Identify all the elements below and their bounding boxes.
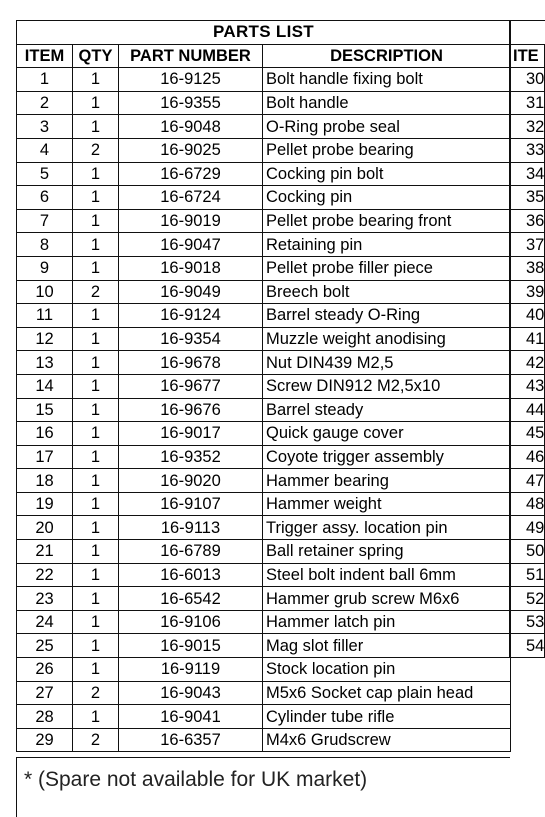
- cell-item: 44: [510, 398, 545, 422]
- cell-item: 51: [510, 563, 545, 587]
- table-row: [17, 68, 511, 92]
- cell-part-number: 16-9025: [119, 138, 263, 162]
- table-row: [17, 469, 511, 493]
- cell-item: 54: [510, 634, 545, 658]
- cell-item: 16: [17, 422, 73, 446]
- header-part-number: PART NUMBER: [119, 44, 263, 68]
- parts-list-table: [16, 20, 511, 752]
- cell-qty: 1: [73, 374, 119, 398]
- table-row: [510, 115, 545, 139]
- cell-item: 6: [17, 186, 73, 210]
- cell-part-number: 16-6789: [119, 540, 263, 564]
- cell-qty: 2: [73, 280, 119, 304]
- cell-item: 32: [510, 115, 545, 139]
- header-qty: QTY: [73, 44, 119, 68]
- cell-item: 53: [510, 610, 545, 634]
- table-row: [510, 209, 545, 233]
- cell-part-number: 16-9125: [119, 68, 263, 92]
- cell-item: 29: [17, 728, 73, 752]
- table-row: [17, 634, 511, 658]
- table-row: [510, 516, 545, 540]
- cell-part-number: 16-9119: [119, 658, 263, 682]
- cell-item: 7: [17, 209, 73, 233]
- cell-qty: 1: [73, 233, 119, 257]
- cell-qty: 1: [73, 422, 119, 446]
- cell-item: 40: [510, 304, 545, 328]
- cell-item: 50: [510, 540, 545, 564]
- cell-part-number: 16-9678: [119, 351, 263, 375]
- table-row: [17, 374, 511, 398]
- cell-description: Mag slot filler: [263, 634, 511, 658]
- table-row: [17, 705, 511, 729]
- table-row: [510, 280, 545, 304]
- cell-part-number: 16-6542: [119, 587, 263, 611]
- table-row: [510, 91, 545, 115]
- table-row: [17, 398, 511, 422]
- cell-qty: 1: [73, 658, 119, 682]
- table-row: [510, 422, 545, 446]
- cell-description: Stock location pin: [263, 658, 511, 682]
- cell-item: 52: [510, 587, 545, 611]
- cell-qty: 2: [73, 681, 119, 705]
- cell-description: Pellet probe filler piece: [263, 256, 511, 280]
- cell-qty: 1: [73, 256, 119, 280]
- cell-part-number: 16-9015: [119, 634, 263, 658]
- cell-qty: 1: [73, 115, 119, 139]
- table-row: [17, 492, 511, 516]
- cell-description: Trigger assy. location pin: [263, 516, 511, 540]
- cell-description: Coyote trigger assembly: [263, 445, 511, 469]
- table-row: [17, 91, 511, 115]
- table-row: [510, 540, 545, 564]
- cell-item: 25: [17, 634, 73, 658]
- cell-qty: 1: [73, 351, 119, 375]
- footnote-divider: [16, 757, 510, 758]
- cell-item: 37: [510, 233, 545, 257]
- cell-item: 19: [17, 492, 73, 516]
- cell-part-number: 16-9049: [119, 280, 263, 304]
- cell-description: Cocking pin bolt: [263, 162, 511, 186]
- cell-part-number: 16-9019: [119, 209, 263, 233]
- continued-title-cell: [510, 21, 545, 45]
- parts-list-table-continued: [509, 20, 545, 658]
- cell-part-number: 16-9043: [119, 681, 263, 705]
- cell-item: 17: [17, 445, 73, 469]
- cell-part-number: 16-9047: [119, 233, 263, 257]
- cell-description: Bolt handle: [263, 91, 511, 115]
- table-row: [510, 469, 545, 493]
- cell-item: 11: [17, 304, 73, 328]
- cell-qty: 1: [73, 516, 119, 540]
- table-row: [17, 162, 511, 186]
- cell-item: 24: [17, 610, 73, 634]
- cell-qty: 1: [73, 563, 119, 587]
- cell-item: 27: [17, 681, 73, 705]
- table-row: [17, 658, 511, 682]
- cell-item: 15: [17, 398, 73, 422]
- cell-item: 38: [510, 256, 545, 280]
- table-row: [17, 587, 511, 611]
- cell-qty: 1: [73, 162, 119, 186]
- cell-qty: 1: [73, 327, 119, 351]
- cell-description: Cylinder tube rifle: [263, 705, 511, 729]
- cell-item: 10: [17, 280, 73, 304]
- table-row: [510, 162, 545, 186]
- continued-body: [510, 68, 545, 658]
- cell-item: 43: [510, 374, 545, 398]
- cell-item: 45: [510, 422, 545, 446]
- table-row: [17, 516, 511, 540]
- table-row: [17, 563, 511, 587]
- cell-description: M5x6 Socket cap plain head: [263, 681, 511, 705]
- header-item: ITEM: [17, 44, 73, 68]
- cell-part-number: 16-6724: [119, 186, 263, 210]
- cell-part-number: 16-6357: [119, 728, 263, 752]
- cell-description: Screw DIN912 M2,5x10: [263, 374, 511, 398]
- table-row: [17, 327, 511, 351]
- table-row: [510, 445, 545, 469]
- cell-description: Barrel steady O-Ring: [263, 304, 511, 328]
- table-row: [510, 327, 545, 351]
- cell-description: Nut DIN439 M2,5: [263, 351, 511, 375]
- table-row: [510, 492, 545, 516]
- table-row: [510, 587, 545, 611]
- table-row: [510, 610, 545, 634]
- cell-part-number: 16-9113: [119, 516, 263, 540]
- cell-description: O-Ring probe seal: [263, 115, 511, 139]
- table-row: [17, 280, 511, 304]
- cell-description: Steel bolt indent ball 6mm: [263, 563, 511, 587]
- cell-item: 13: [17, 351, 73, 375]
- cell-description: Pellet probe bearing: [263, 138, 511, 162]
- cell-description: Hammer latch pin: [263, 610, 511, 634]
- cell-item: 28: [17, 705, 73, 729]
- table-row: [510, 634, 545, 658]
- cell-part-number: 16-9048: [119, 115, 263, 139]
- cell-item: 35: [510, 186, 545, 210]
- parts-list-title: PARTS LIST: [17, 21, 511, 45]
- cell-item: 20: [17, 516, 73, 540]
- table-row: [510, 186, 545, 210]
- cell-part-number: 16-9106: [119, 610, 263, 634]
- footnote-text: * (Spare not available for UK market): [24, 768, 368, 791]
- table-row: [17, 728, 511, 752]
- cell-qty: 1: [73, 304, 119, 328]
- table-row: [17, 233, 511, 257]
- parts-list-header-row: [17, 44, 511, 68]
- cell-qty: 1: [73, 610, 119, 634]
- table-row: [17, 138, 511, 162]
- header-description: DESCRIPTION: [263, 44, 511, 68]
- table-row: [510, 304, 545, 328]
- cell-part-number: 16-9017: [119, 422, 263, 446]
- cell-item: 2: [17, 91, 73, 115]
- cell-item: 26: [17, 658, 73, 682]
- table-row: [17, 422, 511, 446]
- cell-item: 8: [17, 233, 73, 257]
- table-row: [17, 681, 511, 705]
- cell-description: Hammer weight: [263, 492, 511, 516]
- cell-item: 9: [17, 256, 73, 280]
- cell-description: Bolt handle fixing bolt: [263, 68, 511, 92]
- cell-item: 22: [17, 563, 73, 587]
- cell-item: 46: [510, 445, 545, 469]
- cell-part-number: 16-9355: [119, 91, 263, 115]
- footnote-left-border: [16, 757, 17, 817]
- cell-item: 49: [510, 516, 545, 540]
- parts-list-title-row: [17, 21, 511, 45]
- cell-description: Ball retainer spring: [263, 540, 511, 564]
- cell-qty: 1: [73, 209, 119, 233]
- cell-qty: 1: [73, 587, 119, 611]
- cell-part-number: 16-9677: [119, 374, 263, 398]
- table-row: [17, 304, 511, 328]
- cell-qty: 1: [73, 634, 119, 658]
- cell-qty: 1: [73, 540, 119, 564]
- cell-item: 47: [510, 469, 545, 493]
- cell-item: 33: [510, 138, 545, 162]
- cell-item: 31: [510, 91, 545, 115]
- table-row: [17, 209, 511, 233]
- cell-description: Quick gauge cover: [263, 422, 511, 446]
- cell-description: Hammer bearing: [263, 469, 511, 493]
- cell-item: 21: [17, 540, 73, 564]
- cell-description: Pellet probe bearing front: [263, 209, 511, 233]
- cell-part-number: 16-9041: [119, 705, 263, 729]
- cell-description: Retaining pin: [263, 233, 511, 257]
- table-row: [510, 138, 545, 162]
- table-row: [17, 445, 511, 469]
- cell-item: 1: [17, 68, 73, 92]
- cell-item: 12: [17, 327, 73, 351]
- cell-part-number: 16-9018: [119, 256, 263, 280]
- cell-qty: 1: [73, 492, 119, 516]
- table-row: [510, 398, 545, 422]
- cell-part-number: 16-9352: [119, 445, 263, 469]
- cell-qty: 1: [73, 91, 119, 115]
- table-row: [510, 233, 545, 257]
- cell-qty: 2: [73, 138, 119, 162]
- table-row: [17, 186, 511, 210]
- cell-item: 36: [510, 209, 545, 233]
- cell-part-number: 16-6729: [119, 162, 263, 186]
- cell-part-number: 16-6013: [119, 563, 263, 587]
- table-row: [17, 610, 511, 634]
- table-row: [17, 351, 511, 375]
- continued-header-item: ITE: [510, 44, 545, 68]
- cell-description: Hammer grub screw M6x6: [263, 587, 511, 611]
- cell-description: M4x6 Grudscrew: [263, 728, 511, 752]
- table-row: [510, 563, 545, 587]
- cell-qty: 1: [73, 469, 119, 493]
- parts-list-body: [17, 68, 511, 752]
- table-row: [510, 351, 545, 375]
- cell-item: 5: [17, 162, 73, 186]
- table-row: [510, 256, 545, 280]
- cell-qty: 2: [73, 728, 119, 752]
- cell-part-number: 16-9124: [119, 304, 263, 328]
- cell-item: 39: [510, 280, 545, 304]
- cell-qty: 1: [73, 705, 119, 729]
- cell-item: 42: [510, 351, 545, 375]
- cell-item: 14: [17, 374, 73, 398]
- cell-part-number: 16-9676: [119, 398, 263, 422]
- table-row: [510, 68, 545, 92]
- cell-item: 41: [510, 327, 545, 351]
- cell-part-number: 16-9354: [119, 327, 263, 351]
- cell-description: Muzzle weight anodising: [263, 327, 511, 351]
- cell-qty: 1: [73, 445, 119, 469]
- table-row: [17, 256, 511, 280]
- cell-part-number: 16-9020: [119, 469, 263, 493]
- continued-header-row: [510, 44, 545, 68]
- cell-qty: 1: [73, 398, 119, 422]
- cell-item: 18: [17, 469, 73, 493]
- cell-item: 4: [17, 138, 73, 162]
- cell-item: 34: [510, 162, 545, 186]
- table-row: [17, 540, 511, 564]
- cell-item: 23: [17, 587, 73, 611]
- table-row: [510, 374, 545, 398]
- cell-description: Barrel steady: [263, 398, 511, 422]
- cell-item: 30: [510, 68, 545, 92]
- table-row: [17, 115, 511, 139]
- cell-item: 48: [510, 492, 545, 516]
- cell-description: Cocking pin: [263, 186, 511, 210]
- cell-qty: 1: [73, 186, 119, 210]
- cell-part-number: 16-9107: [119, 492, 263, 516]
- cell-description: Breech bolt: [263, 280, 511, 304]
- cell-qty: 1: [73, 68, 119, 92]
- continued-title-row: [510, 21, 545, 45]
- cell-item: 3: [17, 115, 73, 139]
